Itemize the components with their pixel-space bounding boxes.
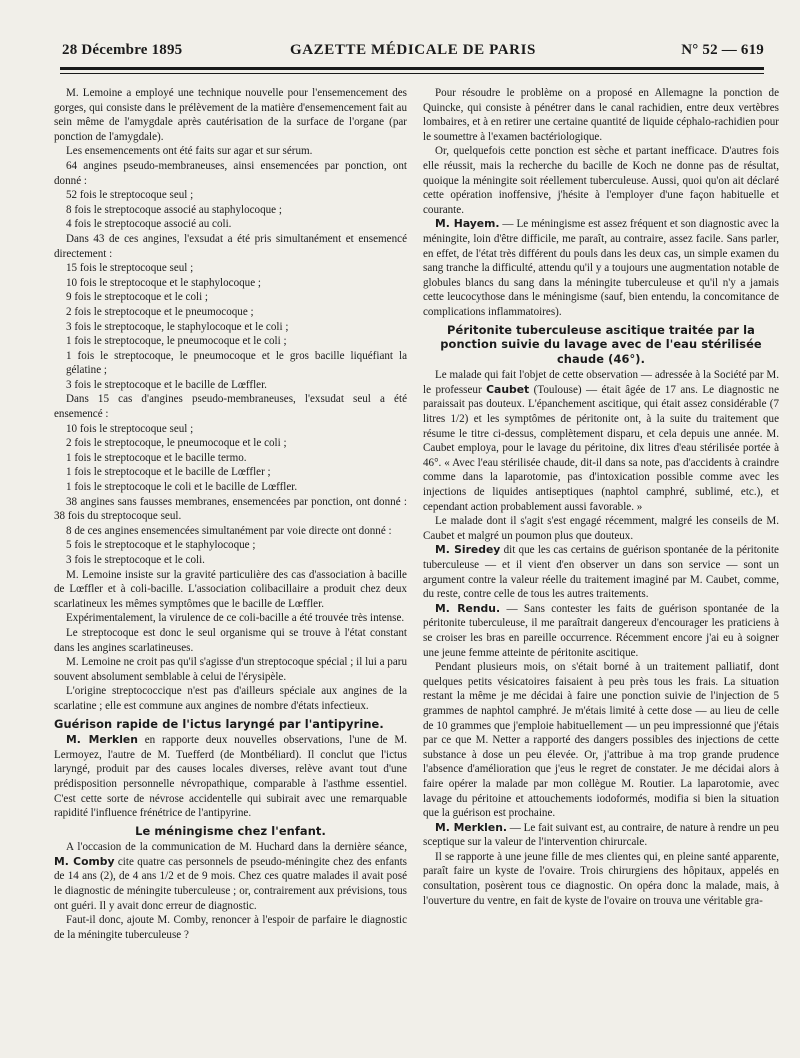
paragraph: Pour résoudre le problème on a proposé en Allemagne la ponction de Quincke, qui consiste à pénétrer dans le canal rachidien, entre deux vertèbres lombaires, et à en retirer une certaine quantité de liquide céphalo-rachidien pour le soumettre à l'examen bactériologique. <box>423 87 779 143</box>
speaker-name: M. Hayem. <box>435 217 500 231</box>
speaker-name: M. Comby <box>54 854 115 868</box>
list-item: 3 fois le streptocoque et le coli. <box>66 554 205 566</box>
paragraph <box>423 217 779 319</box>
paragraph: Le streptocoque est donc le seul organisme qui se trouve à l'état constant dans les angines scarlatineuses. <box>54 626 407 654</box>
list-item: 1 fois le streptocoque le coli et le bacille de Lœffler. <box>66 481 298 494</box>
list-item: 3 fois le streptocoque et le bacille de Lœffler. <box>66 378 267 391</box>
right-column <box>423 86 779 908</box>
paragraph-text: (Toulouse) — était âgée de 17 ans. Le diagnostic ne paraissait pas douteux. L'épanchement ascitique, qui était assez considérable (7 litres 1/2) et les symptômes de péritonite ont, à la suite du traitement que résume le titre ci-dessus, complètement disparu, et cela depuis une année. M. Caubet employa, pour le lavage du péritoine, dix litres d'eau stérilisée portée à 46°. « Avec l'eau stérilisée chaude, dit-il dans sa note, pas d'accidents à craindre comme dans la laparotomie, pas d'intoxication possible comme avec les injections de liquides antiseptiques (naphtol camphré, sublimé, etc.), et cependant action probablement aussi favorable. » <box>423 383 779 513</box>
header-rule <box>60 67 764 74</box>
paragraph <box>423 821 779 850</box>
list-item: 2 fois le streptocoque et le pneumocoque ; <box>66 305 254 318</box>
speaker-name: M. Merklen <box>66 733 138 747</box>
list-item: 1 fois le streptocoque, le pneumocoque et le coli ; <box>66 335 287 348</box>
speaker-name: M. Siredey <box>435 543 501 557</box>
paragraph-text: — Le fait suivant est, au contraire, de nature à rendre un peu sceptique sur la valeur de l'intervention chirurcale. <box>423 821 779 849</box>
section-heading: Péritonite tuberculeuse ascitique traitée par la ponction suivie du lavage avec de l'eau stérilisée chaude (46°). <box>440 322 762 366</box>
list-item: 5 fois le streptocoque et le staphylocoque ; <box>66 539 256 552</box>
speaker-name: M. Merklen. <box>435 820 507 834</box>
paragraph: Dans 15 cas d'angines pseudo-membraneuses, l'exsudat seul a été ensemencé : <box>54 393 407 421</box>
list-item: 8 fois le streptocoque associé au staphylocoque ; <box>66 203 282 216</box>
list-item: 10 fois le streptocoque seul ; <box>66 422 194 435</box>
left-column <box>54 86 407 942</box>
speaker-name: Caubet <box>486 382 530 396</box>
paragraph: Les ensemencements ont été faits sur agar et sur sérum. <box>66 145 313 158</box>
paragraph-text: — Sans contester les faits de guérison spontanée de la péritonite tuberculeuse, il me paraîtrait dangereux d'encourager les praticiens à se croiser les bras en pareille occurrence. Récemment encore j'ai eu à soigner une jeune femme atteinte de péritonite ascitique. <box>423 602 779 659</box>
paragraph <box>54 840 407 913</box>
issue-page-number: N° 52 — 619 <box>681 42 764 58</box>
paragraph-text: dit que les cas certains de guérison spontanée de la péritonite tuberculeuse — et il vient d'en observer un dans son service — sont un argument contre la valeur réelle du traitement imaginé par M. Caubet, comme, du reste, contre celle de tous les autres traitements. <box>423 544 779 601</box>
paragraph: Expérimentalement, la virulence de ce coli-bacille a été trouvée très intense. <box>66 612 405 625</box>
section-heading: Le méningisme chez l'enfant. <box>135 823 326 838</box>
paragraph: 8 de ces angines ensemencées simultanément par voie directe ont donné : <box>66 524 392 537</box>
paragraph: Le malade dont il s'agit s'est engagé récemment, malgré les conseils de M. Caubet et malgré un poumon plus que douteux. <box>423 515 779 542</box>
paragraph <box>423 368 779 514</box>
paragraph: Dans 43 de ces angines, l'exsudat a été pris simultanément et ensemencé directement : <box>54 232 407 260</box>
list-item: 9 fois le streptocoque et le coli ; <box>66 291 209 304</box>
paragraph: Faut-il donc, ajoute M. Comby, renoncer à l'espoir de parfaire le diagnostic de la méningite tuberculeuse ? <box>54 914 407 941</box>
paragraph: Pendant plusieurs mois, on s'était borné à un traitement palliatif, dont quelques petits vésicatoires faisaient à peu près tous les frais. La situation restant la même je me décidai à faire une ponction suivie de l'injection de 5 grammes de naphtol camphré. Je m'étais limité à cette dose — au lieu de celle de 10 grammes que j'emploie habituellement — un peu impressionné que j'étais par ce que M. Netter a rapporté des dangers possibles des injections de cette substance à dose un peu élevée. Or, j'attribue à ma trop grande prudence l'absence d'amélioration que j'eus le regret de constater. Je me décidai alors à faire opérer la malade par mon collègue M. Routier. La laparotomie, avec lavage du péritoine et attouchements iodoformés, modifia si bien la situation que la guérison est prochaine. <box>423 661 779 820</box>
paragraph-text: Le malade qui fait l'objet de cette observation — adressée à la Société par M. le professeur <box>423 369 779 396</box>
list-item: 1 fois le streptocoque, le pneumocoque et le gros bacille liquéfiant la gélatine ; <box>66 349 407 377</box>
list-item: 2 fois le streptocoque, le pneumocoque et le coli ; <box>66 437 287 450</box>
section-heading: Guérison rapide de l'ictus laryngé par l'antipyrine. <box>54 716 384 731</box>
paragraph: M. Lemoine ne croit pas qu'il s'agisse d'un streptocoque spécial ; il lui a paru souvent absolument semblable à celui de l'érysipèle. <box>54 656 407 683</box>
journal-title: GAZETTE MÉDICALE DE PARIS <box>289 42 536 58</box>
paragraph-text: cite quatre cas personnels de pseudo-méningite chez des enfants de 14 ans (2), de 4 ans 1/2 et de 9 mois. Chez ces quatre malades il avait posé le diagnostic de méningite tuberculeuse ; or, contrairement aux prévisions, tous ont guéri. Il y avait donc erreur de diagnostic. <box>54 855 407 912</box>
paragraph: L'origine streptococcique n'est pas d'ailleurs spéciale aux angines de la scarlatine ; elle est commune aux angines de nombre d'états infectieux. <box>54 685 407 712</box>
list-item: 52 fois le streptocoque seul ; <box>66 189 194 202</box>
paragraph: M. Lemoine insiste sur la gravité particulière des cas d'association à bacille de Lœffler et à coli-bacille. L'association colibacillaire a produit chez deux scarlatineux les mêmes symptômes que le bacille de Lœffler. <box>54 568 407 610</box>
page-header <box>62 42 764 62</box>
list-item: 3 fois le streptocoque, le staphylocoque et le coli ; <box>66 320 289 333</box>
list-item: 1 fois le streptocoque et le bacille de Lœffler ; <box>66 466 271 479</box>
paragraph-text: A l'occasion de la communication de M. Huchard dans la dernière séance, <box>66 841 407 854</box>
paragraph <box>423 602 779 660</box>
paragraph: Or, quelquefois cette ponction est sèche et partant inefficace. D'autres fois elle réussit, mais la recherche du bacille de Koch ne donne pas de résultat, quoique la méningite soit réellement tuberculeuse. Aussi, quoi qu'on ait déclaré cette opération inoffensive, j'hésite à l'employer d'une façon habituelle et courante. <box>423 145 779 216</box>
list-item: 15 fois le streptocoque seul ; <box>66 262 194 275</box>
paragraph: M. Lemoine a employé une technique nouvelle pour l'ensemencement des gorges, qui consiste dans le prélèvement de la matière d'ensemencement fait au sein même de l'amygdale après cautérisation de la surface de l'organe (par ponction de l'amygdale). <box>54 87 407 143</box>
list-item: 1 fois le streptocoque et le bacille termo. <box>66 451 247 464</box>
list-item: 10 fois le streptocoque et le staphylocoque ; <box>66 276 262 289</box>
paragraph: 38 angines sans fausses membranes, ensemencées par ponction, ont donné : 38 fois du streptocoque seul. <box>54 495 407 523</box>
paragraph: Il se rapporte à une jeune fille de mes clientes qui, en pleine santé apparente, paraît faire un kyste de l'ovaire. Trois chirurgiens des hôpitaux, appelés en consultation, posèrent tous ce diagnostic. On opéra donc la malade, mais, à l'ouverture du ventre, en fait de kyste de l'ovaire on trouva une véritable gra- <box>423 850 779 907</box>
paragraph <box>54 733 407 821</box>
issue-date: 28 Décembre 1895 <box>62 42 183 58</box>
paragraph-text: en rapporte deux nouvelles observations, l'une de M. Lermoyez, l'autre de M. Tuefferd (de Montbéliard). Il conclut que l'ictus laryngé, produit par des causes locales diverses, relève avant tout d'une prédisposition personnelle névropathique, comparable à l'asthme essentiel. C'est cette sorte de névrose accidentelle qui subirait avec une remarquable rapidité l'influence frénétrice de l'antipyrine. <box>54 734 407 820</box>
paragraph: 64 angines pseudo-membraneuses, ainsi ensemencées par ponction, ont donné : <box>54 159 407 187</box>
paragraph-text: — Le méningisme est assez fréquent et son diagnostic avec la méningite, loin d'être difficile, me paraît, au contraire, assez facile. Sans parler, en effet, de l'état très différent du pouls dans les deux cas, un simple examen du sang tranche la difficulté, attendu qu'il y a toujours une augmentation notable de globules blancs du sang dans la méningite tuberculeuse et qu'il n'y a jamais cette leucocythose dans le méningisme (sauf, bien entendu, la concomitance de complications inflammatoires). <box>423 218 779 318</box>
list-item: 4 fois le streptocoque associé au coli. <box>66 218 232 231</box>
paragraph <box>423 543 779 601</box>
speaker-name: M. Rendu. <box>435 601 501 615</box>
